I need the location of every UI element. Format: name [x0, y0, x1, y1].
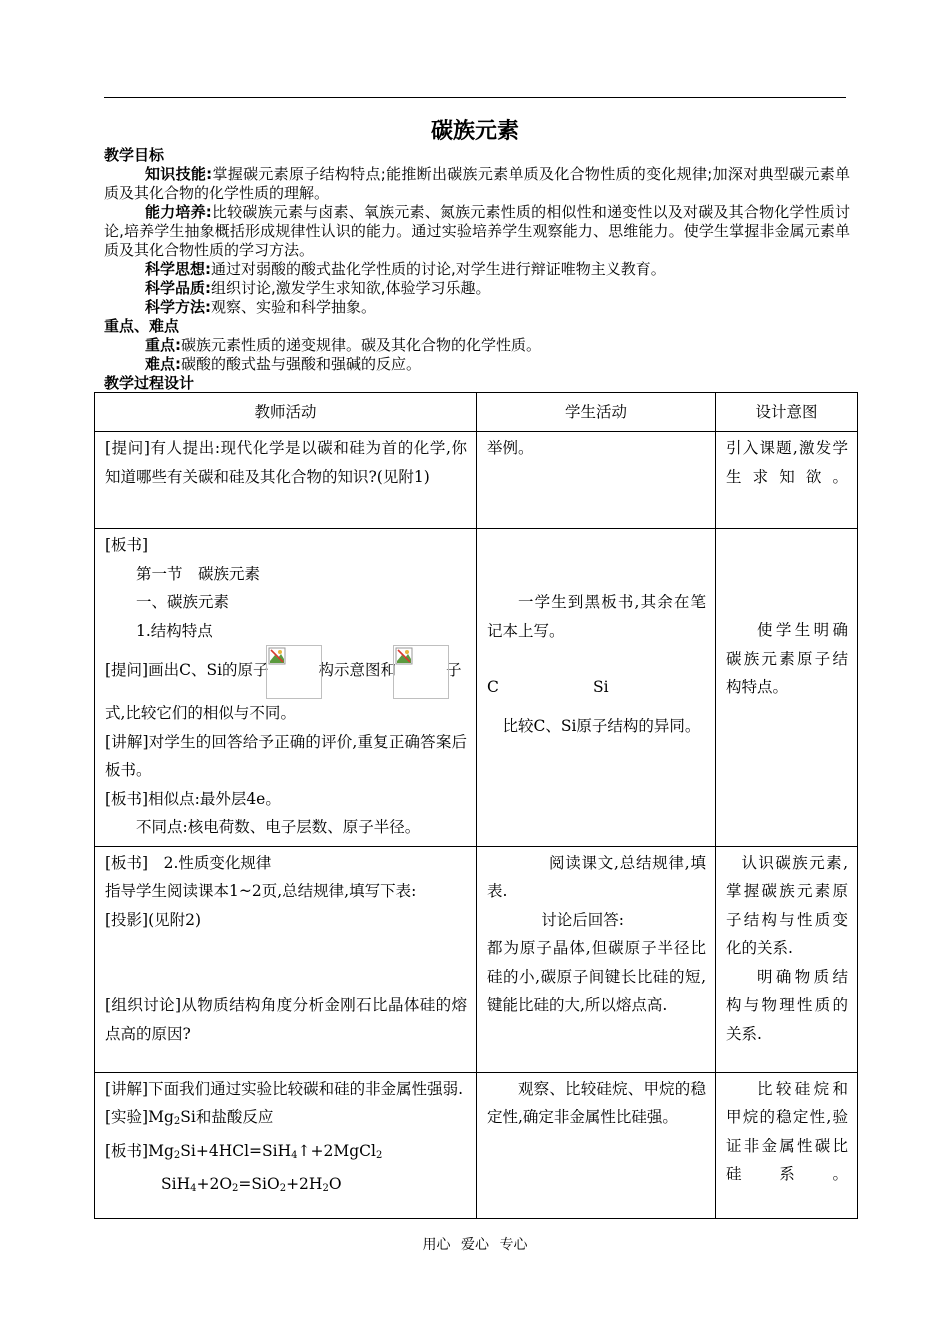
board-line: [板书] 2.性质变化规律 — [105, 853, 272, 872]
formula-subscript: 2 — [173, 1116, 181, 1127]
experiment-line — [105, 1103, 467, 1137]
student-cell — [477, 529, 716, 847]
knowledge-label: 知识技能: — [145, 165, 213, 183]
guide-line: 指导学生阅读课本1~2页,总结规律,填写下表: — [105, 882, 417, 900]
question-text-b: 构示意图和 — [318, 661, 397, 679]
formula-subscript: 2 — [375, 1149, 383, 1161]
question-text-a: [提问]画出C、Si的原子 — [105, 661, 269, 679]
question-text-c: 子 — [446, 661, 462, 679]
formula-subscript: 2 — [173, 1149, 181, 1161]
teacher-cell — [95, 1072, 477, 1218]
subsection-title: 一、碳族元素 — [136, 593, 230, 611]
lecture-line: [讲解]对学生的回答给予正确的评价,重复正确答案后板书。 — [105, 732, 467, 779]
page-footer: 用心 爱心 专心 — [422, 1237, 528, 1253]
broken-image-icon — [393, 645, 449, 699]
process-heading: 教学过程设计 — [104, 374, 195, 392]
table-header-row — [95, 393, 858, 432]
intent-cell: 引入课题,激发学生求知欲。 — [716, 432, 858, 529]
quality-text: 组织讨论,激发学生求知欲,体验学习乐趣。 — [211, 279, 491, 297]
intent-text-2: 明确物质结构与物理性质的关系. — [726, 967, 848, 1043]
knowledge-text: 掌握碳元素原子结构特点;能推断出碳族元素单质及化合物性质的变化规律;加深对典型碳元素单质及其化合物的化学性质的理解。 — [104, 165, 850, 202]
read-line: 阅读课文,总结规律,填表. — [487, 853, 706, 900]
intent-cell — [716, 529, 858, 847]
broken-image-icon — [266, 645, 322, 699]
thought-label: 科学思想: — [145, 260, 211, 278]
item-title: 1.结构特点 — [136, 621, 213, 640]
teacher-cell — [95, 529, 477, 847]
table-row — [95, 432, 858, 529]
difficult-text: 碳酸的酸式盐与强酸和强碱的反应。 — [181, 355, 422, 373]
formula-part: [实验]Mg — [105, 1108, 174, 1126]
compare-line: 比较C、Si原子结构的异同。 — [502, 716, 701, 735]
intent-cell: 比较硅烷和甲烷的稳定性,验证非金属性碳比硅系。 — [716, 1072, 858, 1218]
quality-label: 科学品质: — [145, 279, 211, 297]
key-points-heading: 重点、难点 — [104, 317, 180, 335]
objective-ability — [104, 203, 850, 260]
board-label: [板书] — [105, 536, 149, 554]
header-student: 学生活动 — [477, 393, 716, 432]
key-text: 碳族元素性质的递变规律。碳及其化合物的化学性质。 — [181, 336, 542, 354]
teacher-cell — [95, 846, 477, 1072]
objective-method — [104, 298, 850, 317]
formula-part: ↑+2MgCl — [297, 1141, 376, 1160]
table-row — [95, 846, 858, 1072]
similarity-line: [板书]相似点:最外层4e。 — [105, 789, 281, 808]
key-point — [104, 336, 850, 355]
table-row — [95, 529, 858, 847]
equation-line-1 — [105, 1137, 467, 1171]
formula-part: SiH — [161, 1175, 191, 1193]
lesson-table — [94, 392, 858, 1219]
formula-part: Si+4HCl=SiH — [180, 1141, 292, 1160]
formula-subscript: 4 — [190, 1183, 197, 1194]
ability-text: 比较碳族元素与卤素、氧族元素、氮族元素性质的相似性和递变性以及对碳及其合物化学性质讨论,培养学生抽象概括形成规律性认识的能力。通过实验培养学生观察能力、思维能力。使学生掌握非金属元素单质及其化合物性质的学习方法。 — [104, 203, 850, 259]
student-cell — [477, 846, 716, 1072]
formula-part: +2O — [196, 1175, 233, 1193]
section-title: 第一节 碳族元素 — [136, 564, 261, 583]
intent-text-1: 认识碳族元素,掌握碳族元素原子结构与性质变化的关系. — [726, 853, 848, 957]
projection-line: [投影](见附2) — [105, 910, 202, 929]
formula-part: +2H — [286, 1175, 323, 1193]
header-intent: 设计意图 — [716, 393, 858, 432]
teacher-cell: [提问]有人提出:现代化学是以碳和硅为首的化学,你知道哪些有关碳和硅及其化合物的知识?(见附1) — [95, 432, 477, 529]
lecture-line: [讲解]下面我们通过实验比较碳和硅的非金属性强弱. — [105, 1079, 464, 1098]
question-line-2 — [105, 699, 467, 728]
objectives-section — [104, 146, 850, 393]
intent-cell — [716, 846, 858, 1072]
formula-part: O — [328, 1175, 342, 1193]
page-title: 碳族元素 — [430, 119, 519, 144]
ability-label: 能力培养: — [145, 203, 212, 221]
discuss-line: 讨论后回答: — [541, 910, 624, 929]
formula-part: =SiO — [238, 1175, 280, 1193]
header-teacher: 教师活动 — [95, 393, 477, 432]
question-text-d: 式,比较它们的相似与不同 — [105, 704, 281, 722]
equation-line-2 — [105, 1170, 467, 1204]
method-label: 科学方法: — [145, 298, 211, 316]
question-line — [105, 645, 467, 699]
student-cell: 观察、比较硅烷、甲烷的稳定性,确定非金属性比硅强。 — [477, 1072, 716, 1218]
discussion-line: [组织讨论]从物质结构角度分析金刚石比晶体硅的熔点高的原因? — [105, 996, 467, 1043]
method-text: 观察、实验和科学抽象。 — [211, 298, 377, 316]
atoms-line — [487, 673, 706, 702]
table-row — [95, 1072, 858, 1218]
question-text-e: 。 — [280, 704, 296, 722]
intent-text: 使学生明确碳族元素原子结构特点。 — [726, 621, 848, 696]
formula-subscript: 4 — [291, 1149, 298, 1161]
thought-text: 通过对弱酸的酸式盐化学性质的讨论,对学生进行辩证唯物主义教育。 — [211, 260, 666, 278]
formula-subscript: 2 — [279, 1183, 287, 1194]
objectives-heading: 教学目标 — [104, 146, 165, 164]
formula-part: [板书]Mg — [105, 1141, 174, 1160]
atom-c: C — [487, 678, 499, 696]
formula-subscript: 2 — [232, 1183, 239, 1194]
header-rule — [104, 97, 846, 98]
difference-line: 不同点:核电荷数、电子层数、原子半径。 — [136, 818, 421, 836]
key-label: 重点: — [145, 336, 181, 354]
answer-line: 都为原子晶体,但碳原子半径比硅的小,碳原子间键长比硅的短,键能比硅的大,所以熔点高. — [487, 939, 706, 1014]
difficult-label: 难点: — [145, 355, 181, 373]
student-cell: 举例。 — [477, 432, 716, 529]
objective-quality — [104, 279, 850, 298]
atom-si: Si — [593, 678, 609, 696]
objective-knowledge — [104, 165, 850, 203]
formula-part: Si和盐酸反应 — [180, 1108, 274, 1126]
student-board-line: 一学生到黑板书,其余在笔记本上写。 — [487, 593, 706, 640]
formula-subscript: 2 — [322, 1183, 329, 1194]
objective-thought — [104, 260, 850, 279]
difficult-point — [104, 355, 850, 374]
